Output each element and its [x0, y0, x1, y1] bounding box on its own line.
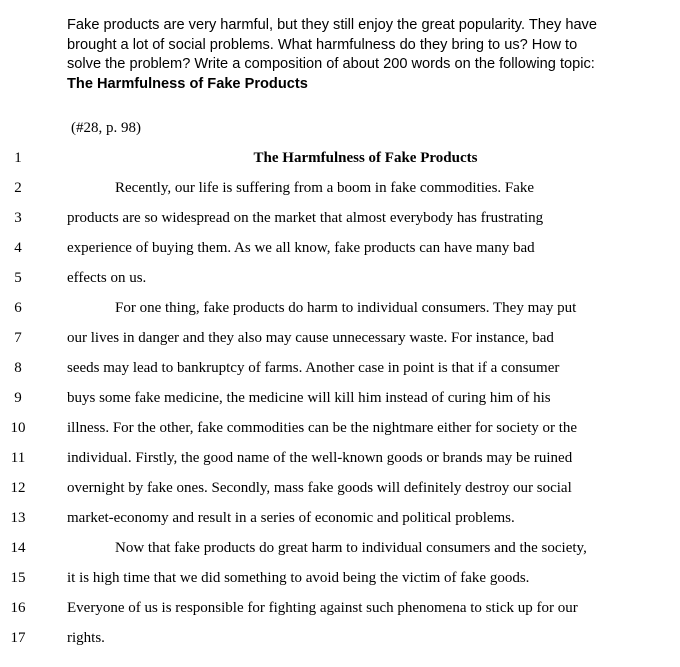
numbered-essay — [0, 143, 680, 653]
line-number: 3 — [14, 210, 22, 226]
line-number: 17 — [10, 630, 26, 646]
line-text: illness. For the other, fake commodities can be the nightmare either for society or the — [67, 420, 578, 436]
line-text: effects on us. — [67, 270, 147, 286]
line-number: 7 — [14, 330, 22, 346]
line-text: buys some fake medicine, the medicine will kill him instead of curing him of his — [67, 390, 551, 406]
essay-line — [0, 443, 680, 473]
essay-line — [0, 293, 680, 323]
line-text: rights. — [67, 630, 105, 646]
source-reference: (#28, p. 98) — [71, 120, 141, 136]
essay-line — [0, 623, 680, 653]
line-text: individual. Firstly, the good name of the well-known goods or brands may be ruined — [67, 450, 573, 466]
line-number: 13 — [10, 510, 26, 526]
essay-line — [0, 173, 680, 203]
line-number: 1 — [14, 150, 22, 166]
line-number: 12 — [10, 480, 26, 496]
essay-line — [0, 593, 680, 623]
line-number: 9 — [14, 390, 22, 406]
line-number: 5 — [14, 270, 22, 286]
essay-line — [0, 563, 680, 593]
line-text: overnight by fake ones. Secondly, mass fake goods will definitely destroy our social — [67, 480, 572, 496]
line-text: experience of buying them. As we all know, fake products can have many bad — [67, 240, 535, 256]
line-number: 6 — [14, 300, 22, 316]
line-number: 15 — [10, 570, 26, 586]
essay-line — [0, 353, 680, 383]
essay-line — [0, 473, 680, 503]
essay-line — [0, 383, 680, 413]
essay-line — [0, 503, 680, 533]
line-text: Now that fake products do great harm to individual consumers and the society, — [115, 540, 587, 556]
essay-title: The Harmfulness of Fake Products — [253, 150, 478, 166]
line-text: market-economy and result in a series of economic and political problems. — [67, 510, 515, 526]
prompt-topic: The Harmfulness of Fake Products — [67, 75, 308, 92]
line-number: 4 — [14, 240, 22, 256]
essay-line — [0, 143, 680, 173]
line-text: Everyone of us is responsible for fighting against such phenomena to stick up for our — [67, 600, 578, 616]
essay-line — [0, 533, 680, 563]
line-number: 10 — [10, 420, 26, 436]
line-number: 16 — [10, 600, 26, 616]
line-text: our lives in danger and they also may cause unnecessary waste. For instance, bad — [67, 330, 554, 346]
line-text: products are so widespread on the market that almost everybody has frustrating — [67, 210, 544, 226]
prompt-line: Fake products are very harmful, but they still enjoy the great popularity. They have — [67, 17, 597, 33]
line-number: 11 — [10, 450, 26, 466]
line-text: Recently, our life is suffering from a boom in fake commodities. Fake — [115, 180, 535, 196]
essay-line — [0, 263, 680, 293]
essay-line — [0, 413, 680, 443]
writing-prompt — [67, 16, 667, 94]
prompt-line: solve the problem? Write a composition of about 200 words on the following topic: — [67, 56, 595, 72]
line-number: 2 — [14, 180, 22, 196]
line-text: seeds may lead to bankruptcy of farms. Another case in point is that if a consumer — [67, 360, 560, 376]
line-text: it is high time that we did something to avoid being the victim of fake goods. — [67, 570, 530, 586]
line-text: For one thing, fake products do harm to individual consumers. They may put — [115, 300, 577, 316]
essay-line — [0, 203, 680, 233]
line-number: 14 — [10, 540, 26, 556]
essay-line — [0, 233, 680, 263]
line-number: 8 — [14, 360, 22, 376]
prompt-line: brought a lot of social problems. What harmfulness do they bring to us? How to — [67, 36, 578, 53]
essay-line — [0, 323, 680, 353]
